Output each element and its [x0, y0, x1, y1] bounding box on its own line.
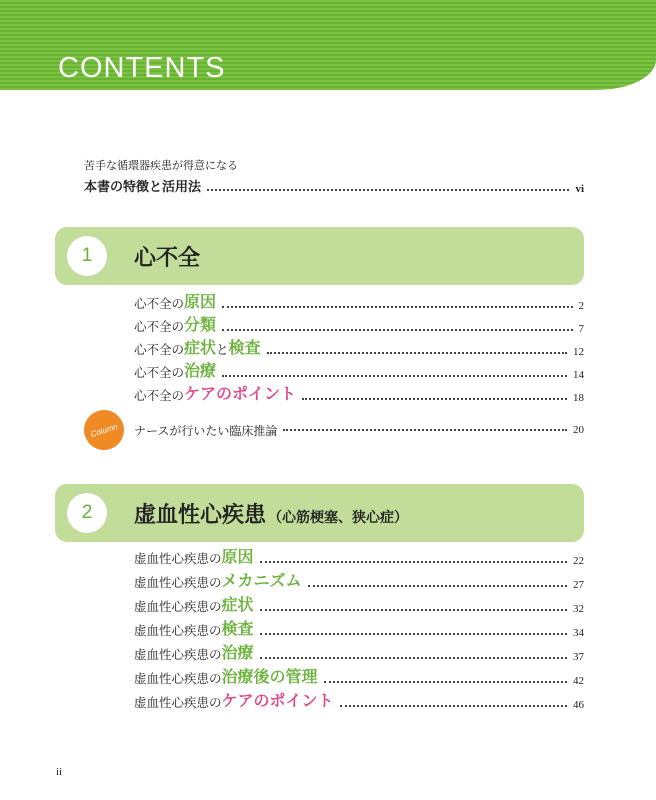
dot-leader	[222, 375, 567, 377]
entry-prefix: 虚血性心疾患の	[134, 623, 222, 638]
entry-highlight: 検査	[221, 619, 254, 638]
entry-highlight: 原因	[184, 292, 217, 311]
column-title: ナースが行いたい臨床推論	[134, 423, 278, 438]
page-number: 46	[573, 699, 584, 711]
toc-entry[interactable]	[134, 569, 584, 591]
toc-entry[interactable]	[134, 689, 584, 711]
column-badge: Column	[79, 405, 129, 455]
dot-leader	[260, 657, 567, 659]
chapter-subtitle: （心筋梗塞、狭心症）	[268, 509, 409, 526]
entry-highlight: 治療	[184, 361, 217, 380]
entry-prefix: 心不全の	[134, 365, 185, 380]
dot-leader	[283, 429, 567, 431]
entry-prefix: 心不全の	[134, 319, 185, 334]
dot-leader	[260, 609, 567, 611]
entry-prefix: 虚血性心疾患の	[134, 647, 222, 662]
page-number: 14	[573, 369, 584, 381]
entry-highlight: 治療後の管理	[221, 667, 318, 686]
entry-highlight: ケアのポイント	[184, 384, 297, 403]
entry-prefix: 心不全の	[134, 342, 185, 357]
entry-highlight: ケアのポイント	[221, 691, 334, 710]
entry-prefix: 心不全の	[134, 296, 185, 311]
toc-entry[interactable]	[134, 336, 584, 358]
page-number: 12	[573, 346, 584, 358]
chapter-1-banner[interactable]	[55, 227, 584, 285]
chapter-title	[134, 498, 408, 529]
page-number: 2	[578, 300, 584, 312]
entry-prefix: 虚血性心疾患の	[134, 575, 222, 590]
dot-leader	[222, 329, 572, 331]
chapter-2-banner[interactable]	[55, 484, 584, 542]
entry-highlight: 分類	[184, 315, 217, 334]
page-number: 34	[573, 627, 584, 639]
dot-leader	[302, 398, 567, 400]
header-band	[0, 0, 656, 90]
dot-leader	[260, 561, 567, 563]
toc-entry[interactable]	[134, 382, 584, 404]
intro-title: 本書の特徴と活用法	[84, 180, 202, 195]
entry-suffix: と	[216, 342, 229, 357]
dot-leader	[207, 189, 569, 191]
chapter-number: 1	[67, 236, 107, 276]
dot-leader	[340, 705, 567, 707]
entry-highlight: 症状	[184, 338, 217, 357]
toc-entry[interactable]	[134, 593, 584, 615]
entry-prefix: 虚血性心疾患の	[134, 695, 222, 710]
page-number: 7	[578, 323, 584, 335]
chapter-title: 心不全	[134, 245, 201, 271]
toc-entry[interactable]	[134, 359, 584, 381]
chapter-number: 2	[67, 493, 107, 533]
entry-highlight: 原因	[221, 547, 254, 566]
page-number: 18	[573, 392, 584, 404]
page-number: 20	[573, 424, 584, 436]
page-number: 42	[573, 675, 584, 687]
intro-subtitle: 苦手な循環器疾患が得意になる	[84, 159, 238, 172]
dot-leader	[222, 306, 572, 308]
toc-entry[interactable]	[134, 617, 584, 639]
page-folio: ii	[56, 766, 63, 778]
entry-highlight: メカニズム	[221, 571, 302, 590]
dot-leader	[260, 633, 567, 635]
toc-entry-intro[interactable]	[84, 176, 584, 195]
entry-prefix: 虚血性心疾患の	[134, 671, 222, 686]
toc-entry-column[interactable]	[84, 414, 584, 446]
dot-leader	[324, 681, 567, 683]
entry-prefix: 虚血性心疾患の	[134, 551, 222, 566]
page-number: 32	[573, 603, 584, 615]
dot-leader	[308, 585, 567, 587]
page-number: 22	[573, 555, 584, 567]
entry-highlight: 症状	[221, 595, 254, 614]
toc-entry[interactable]	[134, 290, 584, 312]
page-title: CONTENTS	[58, 52, 226, 84]
toc-entry[interactable]	[134, 545, 584, 567]
entry-highlight-2: 検査	[228, 338, 261, 357]
page-number: vi	[575, 183, 584, 195]
entry-prefix: 虚血性心疾患の	[134, 599, 222, 614]
page-number: 37	[573, 651, 584, 663]
page-number: 27	[573, 579, 584, 591]
entry-prefix: 心不全の	[134, 388, 185, 403]
toc-entry[interactable]	[134, 313, 584, 335]
toc-entry[interactable]	[134, 665, 584, 687]
dot-leader	[267, 352, 567, 354]
entry-highlight: 治療	[221, 643, 254, 662]
chapter-title-main: 虚血性心疾患	[134, 502, 267, 528]
toc-entry[interactable]	[134, 641, 584, 663]
